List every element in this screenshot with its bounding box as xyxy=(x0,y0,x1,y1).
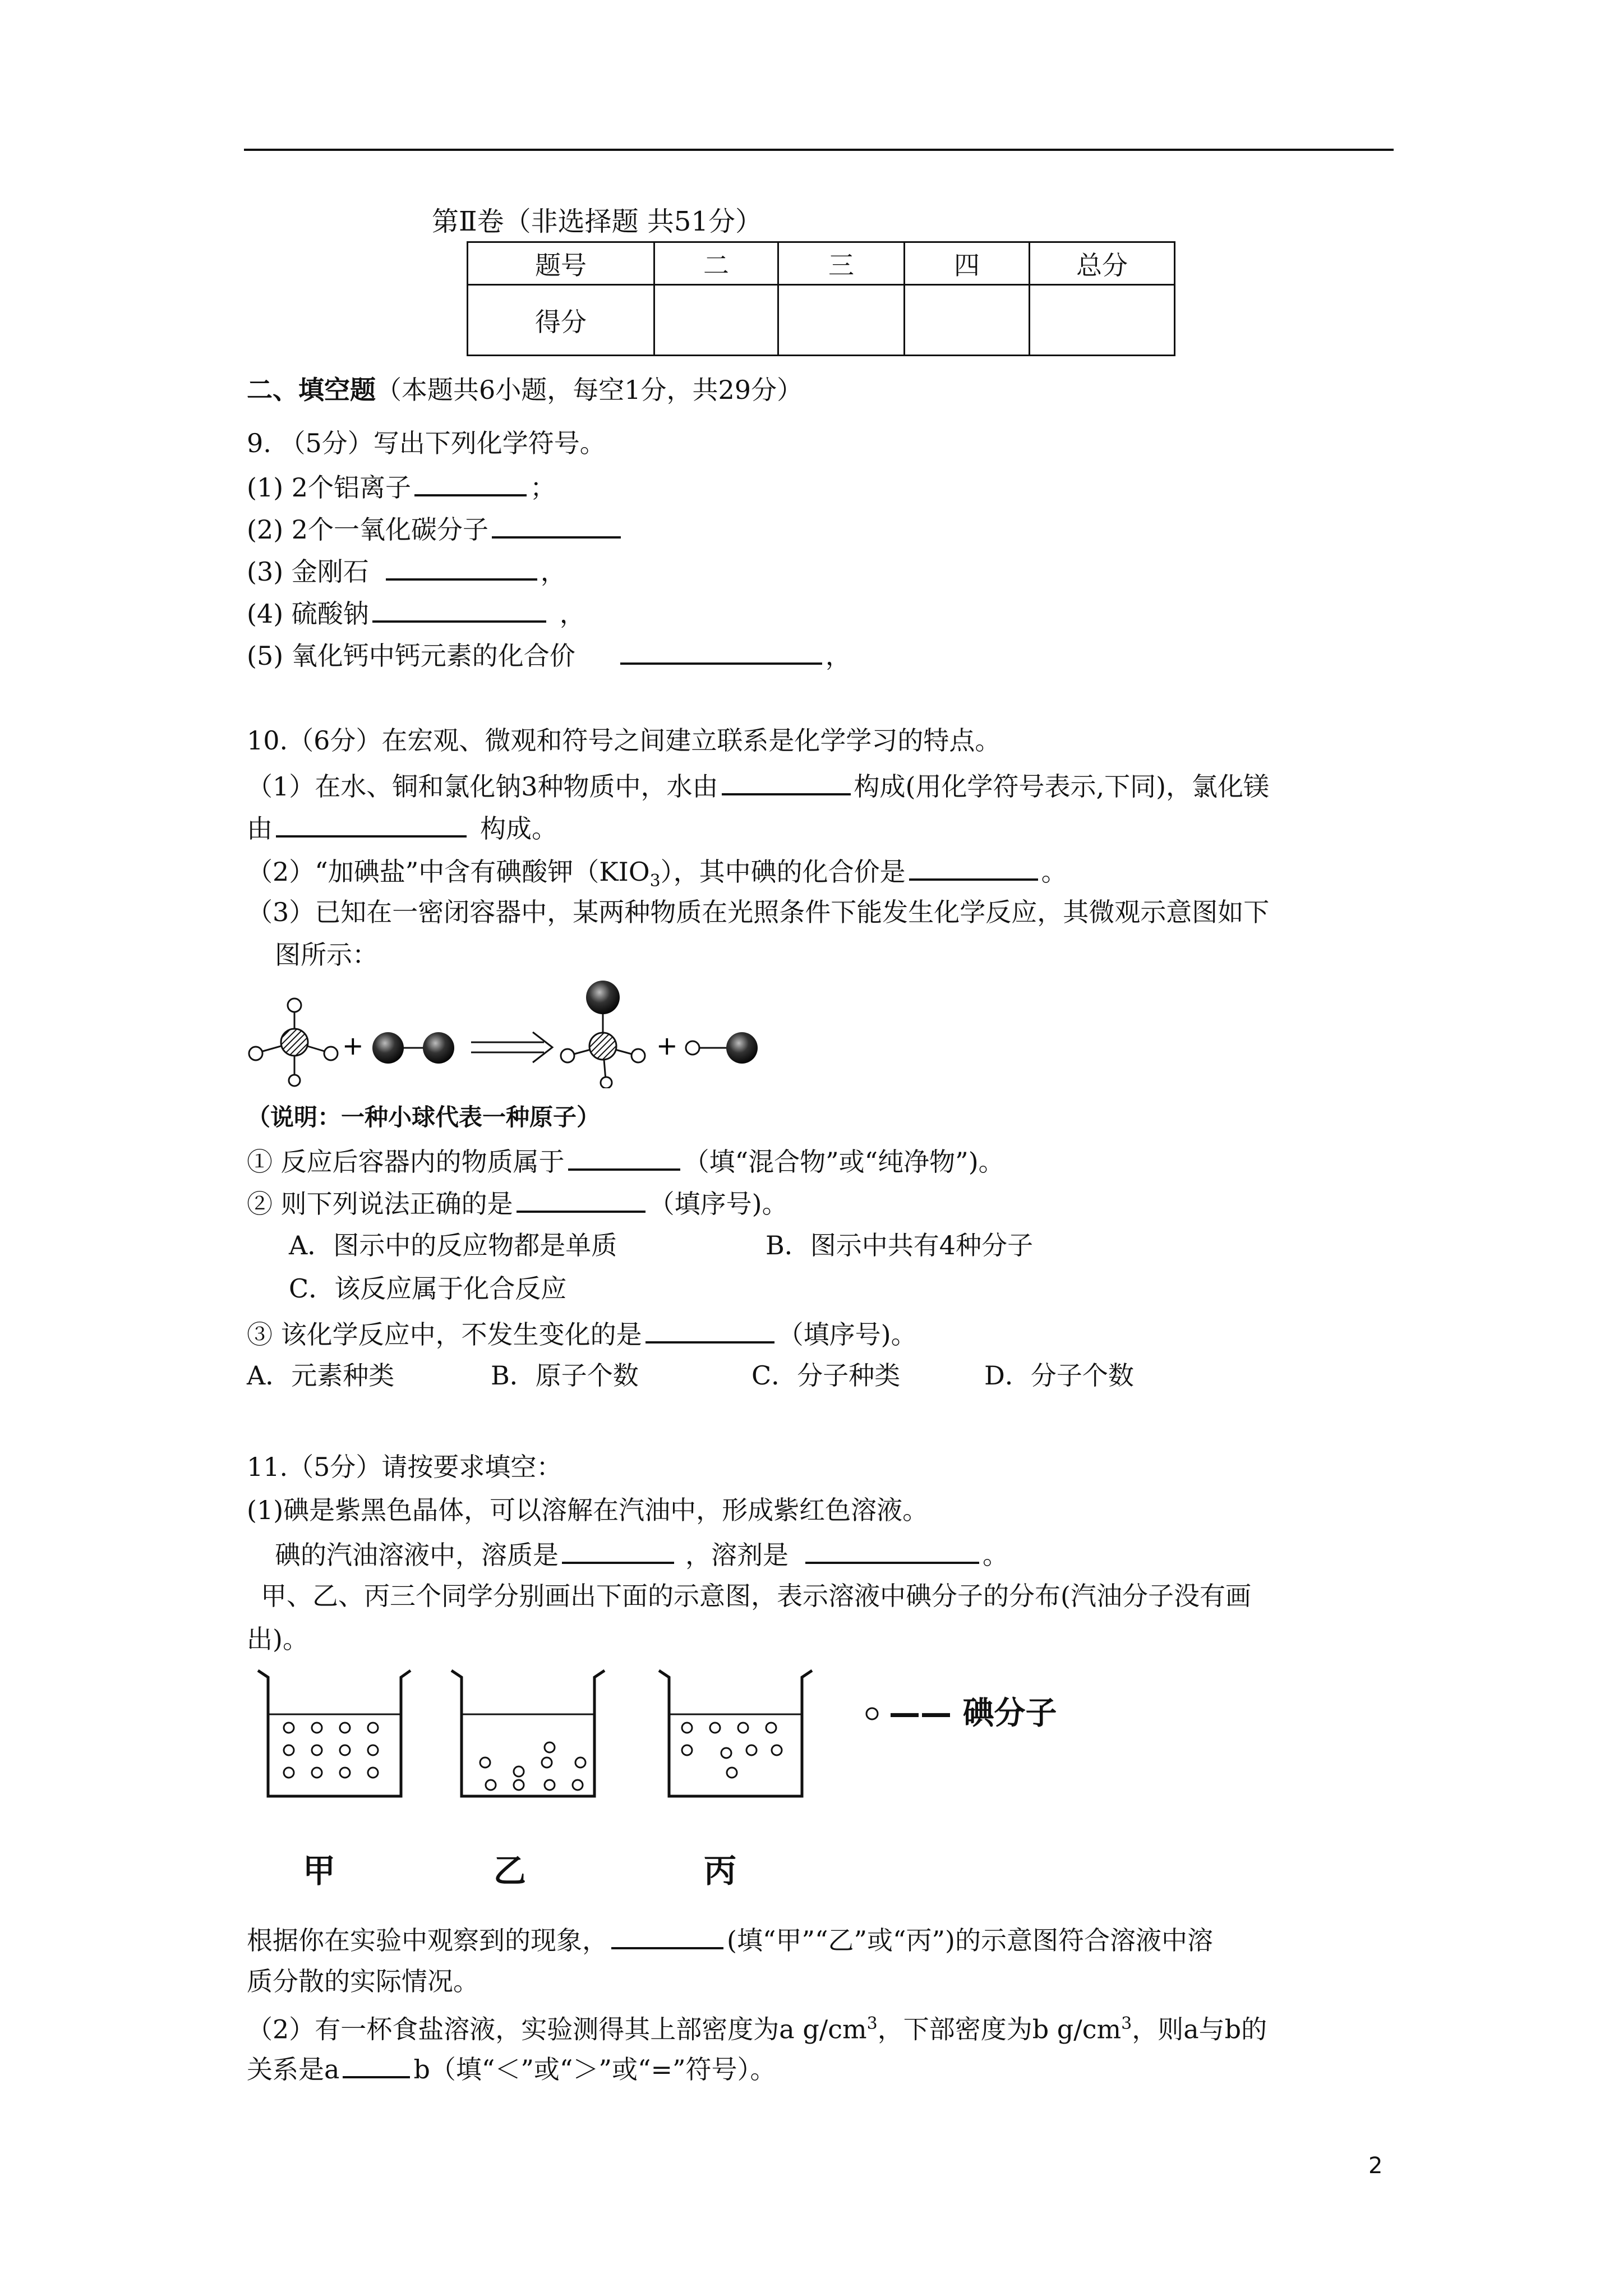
molecule-product-1 xyxy=(561,981,645,1088)
diagram-caption: （说明：一种小球代表一种原子） xyxy=(247,1103,601,1131)
answer-blank[interactable] xyxy=(722,767,851,795)
answer-blank[interactable] xyxy=(562,1536,674,1564)
score-header-cell: 总分 xyxy=(1030,242,1175,285)
molecule-product-2 xyxy=(686,1032,758,1064)
q10-c1: ① 反应后容器内的物质属于 （填“混合物”或“纯净物”)。 xyxy=(247,1143,1004,1179)
score-header-cell: 四 xyxy=(905,242,1030,285)
q11-p4: 出)。 xyxy=(247,1624,308,1654)
answer-blank[interactable] xyxy=(611,1921,723,1949)
q10-option: B．图示中共有4种分子 xyxy=(766,1230,1034,1260)
plus-sign: + xyxy=(342,1030,364,1061)
q10-p1-cont: 由 构成。 xyxy=(247,809,557,845)
beaker-jia xyxy=(258,1671,411,1796)
q11-p6: 质分散的实际情况。 xyxy=(247,1966,479,1996)
q11-stem: 11.（5分）请按要求填空： xyxy=(247,1452,562,1482)
reaction-arrow xyxy=(471,1032,552,1062)
legend-label: —— 碘分子 xyxy=(889,1695,1057,1732)
beaker-bing xyxy=(659,1671,812,1796)
q9-item: (4) 硫酸钠 ， xyxy=(247,595,585,631)
q11-p5: 根据你在实验中观察到的现象， (填“甲”“乙”或“丙”)的示意图符合溶液中溶 xyxy=(247,1921,1213,1957)
score-header-cell: 题号 xyxy=(468,242,654,285)
answer-blank[interactable] xyxy=(620,637,822,665)
q11-p1: (1)碘是紫黑色晶体，可以溶解在汽油中，形成紫红色溶液。 xyxy=(247,1495,929,1525)
section-title: 二、填空题 xyxy=(247,375,376,405)
q11-p7: （2）有一杯食盐溶液，实验测得其上部密度为a $g/cm^3$，下部密度为b $g/cm^3$，则a与b的 xyxy=(247,2014,1267,2045)
q10-option: B．原子个数 xyxy=(491,1360,639,1391)
answer-blank[interactable] xyxy=(517,1185,645,1213)
q10-option: D．分子个数 xyxy=(984,1360,1134,1391)
q9-item: (2) 2个一氧化碳分子 xyxy=(247,510,624,546)
q9-item: (1) 2个铝离子 ； xyxy=(247,468,556,504)
answer-blank[interactable] xyxy=(414,468,527,496)
answer-blank[interactable] xyxy=(276,809,467,838)
answer-blank[interactable] xyxy=(805,1536,979,1564)
beaker-label-yi: 乙 xyxy=(494,1852,527,1890)
q9-item: (3) 金刚石 ， xyxy=(247,553,566,588)
beaker-label-jia: 甲 xyxy=(303,1852,336,1890)
beaker-yi xyxy=(451,1671,605,1796)
section-heading xyxy=(247,373,803,407)
section-note: （本题共6小题，每空1分，共29分） xyxy=(376,375,803,405)
q10-option: A．元素种类 xyxy=(247,1360,395,1391)
legend-iodine xyxy=(866,1708,878,1719)
plus-sign: + xyxy=(656,1030,678,1061)
header-rule xyxy=(244,149,1394,151)
beaker-diagram xyxy=(252,1666,1150,1806)
answer-blank[interactable] xyxy=(372,595,546,623)
score-cell[interactable] xyxy=(654,285,778,356)
iodine-molecules-jia xyxy=(284,1723,378,1778)
answer-blank[interactable] xyxy=(568,1143,680,1171)
q10-p1: （1）在水、铜和氯化钠3种物质中，水由 构成(用化学符号表示,下同)，氯化镁 xyxy=(247,767,1269,803)
answer-blank[interactable] xyxy=(645,1315,774,1343)
q11-p3: 甲、乙、丙三个同学分别画出下面的示意图，表示溶液中碘分子的分布(汽油分子没有画 xyxy=(261,1581,1251,1611)
iodine-molecules-bing xyxy=(682,1723,782,1778)
q10-option: C．该反应属于化合反应 xyxy=(289,1273,567,1304)
q10-stem: 10.（6分）在宏观、微观和符号之间建立联系是化学学习的特点。 xyxy=(247,725,1001,756)
score-cell[interactable] xyxy=(1030,285,1175,356)
page-number: 2 xyxy=(1368,2153,1383,2179)
part-title: 第Ⅱ卷（非选择题 共51分） xyxy=(432,206,762,237)
molecule-reactant-2 xyxy=(372,1032,454,1064)
q9-stem: 9. （5分）写出下列化学符号。 xyxy=(247,428,606,458)
answer-blank[interactable] xyxy=(909,853,1038,881)
score-row-label: 得分 xyxy=(468,285,654,356)
q10-option: C．分子种类 xyxy=(751,1360,901,1391)
score-cell[interactable] xyxy=(778,285,905,356)
q10-p2: （2）“加碘盐”中含有碘酸钾$(KIO_3)$，其中碘的化合价是 。 xyxy=(247,853,1067,898)
molecule-reactant-1 xyxy=(249,999,338,1086)
q11-p2: 碘的汽油溶液中，溶质是 ，溶剂是 。 xyxy=(275,1536,1008,1572)
answer-blank[interactable] xyxy=(343,2050,410,2078)
q9-item: (5) 氧化钙中钙元素的化合价 ， xyxy=(247,637,851,673)
score-table xyxy=(467,241,1175,356)
q10-c2: ② 则下列说法正确的是 （填序号)。 xyxy=(247,1185,788,1221)
q10-p3: （3）已知在一密闭容器中，某两种物质在光照条件下能发生化学反应，其微观示意图如下 xyxy=(247,897,1270,927)
legend-molecule-icon xyxy=(866,1708,878,1719)
q10-c3: ③ 该化学反应中，不发生变化的是 （填序号)。 xyxy=(247,1315,917,1351)
beaker-label-bing: 丙 xyxy=(704,1852,737,1890)
score-header-cell: 二 xyxy=(654,242,778,285)
q11-p8: 关系是a b（填“＜”或“＞”或“=”符号）。 xyxy=(247,2050,776,2086)
q10-p3-cont: 图所示： xyxy=(275,940,378,970)
answer-blank[interactable] xyxy=(386,553,537,581)
iodine-molecules-yi xyxy=(480,1742,585,1790)
q10-option: A．图示中的反应物都是单质 xyxy=(289,1230,617,1260)
answer-blank[interactable] xyxy=(492,510,621,539)
score-header-cell: 三 xyxy=(778,242,905,285)
score-cell[interactable] xyxy=(905,285,1030,356)
reaction-diagram xyxy=(241,976,780,1088)
